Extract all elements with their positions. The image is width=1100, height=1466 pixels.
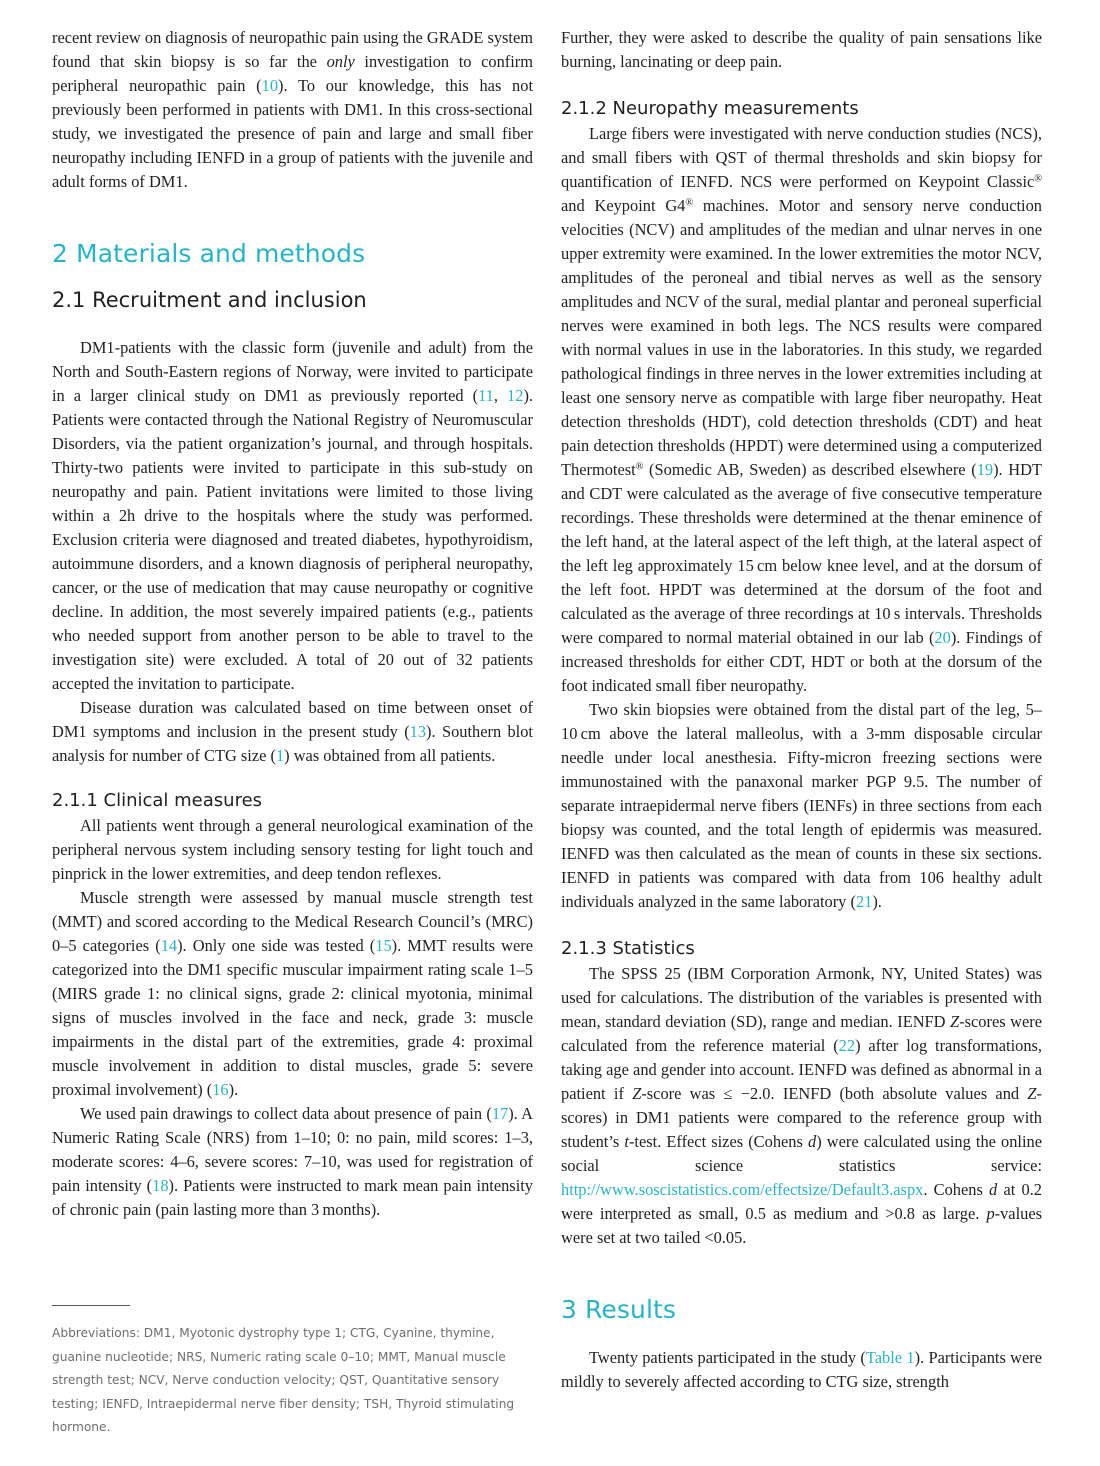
section-heading-results: 3 Results (561, 1295, 677, 1324)
clinical-paragraph-2: Muscle strength were assessed by manual muscle strength test (MMT) and scored according to the Medical Research Council’s (MRC) 0–5 categories (14). Only one side was tested (15). MMT results were categorized into the DM1 specific muscular impairment rating scale 1–5 (MIRS grade 1: no clinical signs, grade 2: clinical myotonia, minimal signs of muscles involved in the face and neck, grade 3: muscle impairments in the distal part of the extremities, grade 4: proximal muscle involvement in addition to distal muscles, grade 5: severe proximal involvement) (16). (52, 888, 533, 1099)
citation-link[interactable]: 18 (152, 1176, 169, 1195)
footnote-divider (52, 1305, 130, 1306)
section-heading-statistics: 2.1.3 Statistics (561, 938, 695, 959)
citation-link[interactable]: 15 (375, 936, 392, 955)
intro-paragraph: recent review on diagnosis of neuropathic pain using the GRADE system found that skin biopsy is so far the only investigation to confirm peripheral neuropathic pain (10). To our knowledge, this has not previously been performed in patients with DM1. In this cross-sectional study, we investigated the presence of pain and large and small fiber neuropathy including IENFD in a group of patients with the juvenile and adult forms of DM1. (52, 28, 533, 191)
citation-link[interactable]: 11 (478, 386, 494, 405)
section-heading-clinical-measures: 2.1.1 Clinical measures (52, 790, 263, 811)
section-heading-recruitment: 2.1 Recruitment and inclusion (52, 288, 367, 312)
registered-mark: ® (1034, 173, 1042, 185)
statistics-paragraph: The SPSS 25 (IBM Corporation Armonk, NY, United States) was used for calculations. The distribution of the variables is presented with mean, standard deviation (SD), range and median. IENFD Z-scores were calculated from the reference material (22) after log transformations, taking age and gender into account. IENFD was defined as abnormal in a patient if Z-score was ≤ −2.0. IENFD (both absolute values and Z-scores) in DM1 patients were compared to the reference group with student’s t-test. Effect sizes (Cohens d) were calculated using the online social science statistics service: http://www.soscistatistics.com/effectsize/Default3.aspx. Cohens d at 0.2 were interpreted as small, 0.5 as medium and >0.8 as large. p-values were set at two tailed <0.05. (561, 964, 1043, 1247)
section-heading-neuropathy-measurements: 2.1.2 Neuropathy measurements (561, 98, 859, 119)
continuation-paragraph: Further, they were asked to describe the quality of pain sensations like burning, lancinating or deep pain. (561, 28, 1042, 71)
recruitment-paragraph-2: Disease duration was calculated based on time between onset of DM1 symptoms and inclusion in the present study (13). Southern blot analysis for number of CTG size (1) was obtained from all patients. (52, 698, 533, 765)
citation-link[interactable]: 12 (507, 386, 524, 405)
citation-link[interactable]: 16 (212, 1080, 229, 1099)
clinical-paragraph-1: All patients went through a general neurological examination of the peripheral nervous system including sensory testing for light touch and pinprick in the lower extremities, and deep tendon reflexes. (52, 816, 533, 883)
table-1-link[interactable]: Table 1 (865, 1348, 915, 1367)
registered-mark: ® (635, 461, 644, 473)
citation-link[interactable]: 22 (838, 1036, 856, 1055)
recruitment-paragraph-1: DM1-patients with the classic form (juvenile and adult) from the North and South-Eastern regions of Norway, were invited to participate in a larger clinical study on DM1 as previously reported (11, 12). Patients were contacted through the National Registry of Neuromuscular Disorders, via the patient organization’s journal, and through hospitals. Thirty-two patients were invited to participate in this sub-study on neuropathy and pain. Patient invitations were limited to those living within a 2h drive to the hospitals where the study was performed. Exclusion criteria were diagnosed and treated diabetes, hypothyroidism, autoimmune disorders, and a known diagnosis of peripheral neuropathy, cancer, or the use of medication that may cause neuropathy or cognitive decline. In addition, the most severely impaired patients (e.g., patients who needed support from another person to be able to travel to the investigation site) were excluded. A total of 20 out of 32 patients accepted the invitation to participate. (52, 338, 533, 693)
abbreviations-footnote: Abbreviations: DM1, Myotonic dystrophy type 1; CTG, Cyanine, thymine, guanine nucleotide; NRS, Numeric rating scale 0–10; MMT, Manual muscle strength test; NCV, Nerve conduction velocity; QST, Quantitative sensory testing; IENFD, Intraepidermal nerve fiber density; TSH, Thyroid stimulating hormone. (52, 1326, 515, 1434)
citation-link[interactable]: 17 (491, 1104, 509, 1123)
citation-link[interactable]: 10 (261, 76, 279, 95)
citation-link[interactable]: 20 (934, 628, 951, 647)
clinical-paragraph-3: We used pain drawings to collect data about presence of pain (17). A Numeric Rating Scale (NRS) from 1–10; 0: no pain, mild scores: 1–3, moderate scores: 4–6, severe scores: 7–10, was used for registration of pain intensity (18). Patients were instructed to mark mean pain intensity of chronic pain (pain lasting more than 3 months). (52, 1104, 533, 1219)
registered-mark: ® (685, 197, 694, 209)
left-column (52, 26, 533, 1222)
emphasis-only: only (326, 52, 355, 71)
citation-link[interactable]: 19 (976, 460, 994, 479)
citation-link[interactable]: 13 (409, 722, 427, 741)
effectsize-url-link[interactable]: http://www.soscistatistics.com/effectsize/Default3.aspx (561, 1180, 924, 1199)
neuropathy-paragraph-2: Two skin biopsies were obtained from the distal part of the leg, 5–10 cm above the lateral malleolus, with a 3-mm disposable circular needle under local anesthesia. Fifty-micron freezing sections were immunostained with the panaxonal marker PGP 9.5. The number of separate intraepidermal nerve fibers (IENFs) in three sections from each biopsy was counted, and the total length of epidermis was measured. IENFD was then calculated as the mean of counts in these six sections. IENFD in patients was compared with data from 106 healthy adult individuals analyzed in the same laboratory (21). (561, 700, 1042, 911)
section-heading-materials-methods: 2 Materials and methods (52, 239, 366, 268)
citation-link[interactable]: 21 (855, 892, 873, 911)
right-column (561, 26, 1042, 1394)
neuropathy-paragraph-1: Large fibers were investigated with nerve conduction studies (NCS), and small fibers with QST of thermal thresholds and skin biopsy for quantification of IENFD. NCS were performed on Keypoint Classic® and Keypoint G4® machines. Motor and sensory nerve conduction velocities (NCV) and amplitudes of the median and ulnar nerves in one upper extremity were examined. In the lower extremities the motor NCV, amplitudes of the peroneal and tibial nerves as well as the sensory amplitudes and NCV of the sural, medial plantar and peroneal superficial nerves were examined in both legs. The NCS results were compared with normal values in use in the laboratories. In this study, we regarded pathological findings in three nerves in the lower extremities including at least one sensory nerve as compatible with large fiber neuropathy. Heat detection thresholds (HDT), cold detection thresholds (CDT) and heat pain detection thresholds (HPDT) were determined using a computerized Thermotest® (Somedic AB, Sweden) as described elsewhere (19). HDT and CDT were calculated as the average of five consecutive temperature recordings. These thresholds were determined at the thenar eminence of the left hand, at the lateral aspect of the left thigh, at the lateral aspect of the left leg approximately 15 cm below knee level, and at the dorsum of the left foot. HPDT was determined at the dorsum of the foot and calculated as the average of three recordings at 10 s intervals. Thresholds were compared to normal material obtained in our lab (20). Findings of increased thresholds for either CDT, HDT or both at the dorsum of the foot indicated small fiber neuropathy. (561, 124, 1042, 695)
citation-link[interactable]: 1 (275, 746, 285, 765)
results-paragraph: Twenty patients participated in the study (Table 1). Participants were mildly to severely affected according to CTG size, strength (561, 1348, 1042, 1391)
citation-link[interactable]: 14 (160, 936, 178, 955)
